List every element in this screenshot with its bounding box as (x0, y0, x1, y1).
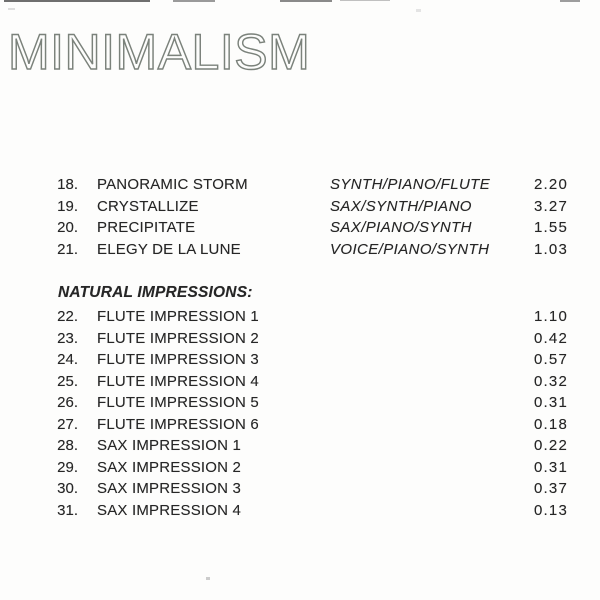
track-row (40, 371, 570, 393)
tracklist-section-1 (40, 174, 570, 260)
track-duration: 0.22 (534, 437, 568, 454)
track-number: 20. (57, 219, 78, 236)
track-instruments (330, 435, 510, 457)
track-row (40, 414, 570, 436)
track-title: FLUTE IMPRESSION 2 (97, 329, 259, 347)
track-row (40, 392, 570, 414)
track-row (40, 435, 570, 457)
scan-edge-artifact (280, 0, 332, 2)
track-title: FLUTE IMPRESSION 3 (97, 351, 259, 368)
section-heading: NATURAL IMPRESSIONS: (58, 284, 253, 301)
track-duration: 0.31 (534, 394, 568, 411)
album-title: MINIMALISM (8, 24, 311, 80)
track-number: 29. (57, 458, 78, 476)
track-instruments (330, 392, 510, 414)
track-title: SAX IMPRESSION 1 (97, 437, 242, 454)
track-number: 19. (57, 197, 78, 215)
track-number: 28. (57, 437, 78, 454)
track-duration: 1.55 (534, 219, 568, 236)
track-number: 27. (57, 415, 78, 433)
track-row (40, 500, 570, 522)
track-duration: 2.20 (534, 176, 568, 193)
track-row (40, 239, 570, 261)
scan-edge-artifact (4, 0, 150, 2)
track-number: 25. (57, 372, 78, 390)
track-number: 30. (57, 480, 78, 497)
track-duration: 0.13 (534, 501, 568, 519)
track-instruments (330, 328, 510, 350)
track-instruments (330, 457, 510, 479)
track-row (40, 457, 570, 479)
track-duration: 0.42 (534, 329, 568, 347)
track-instruments: SAX/SYNTH/PIANO (330, 197, 472, 215)
track-title: SAX IMPRESSION 2 (97, 458, 242, 476)
track-instruments (330, 478, 510, 500)
track-duration: 0.37 (534, 480, 568, 497)
track-duration: 1.03 (534, 240, 568, 258)
track-instruments (330, 500, 510, 522)
scan-speck (416, 9, 421, 12)
track-instruments: VOICE/PIANO/SYNTH (330, 240, 490, 258)
track-duration: 1.10 (534, 308, 568, 325)
track-number: 18. (57, 176, 78, 193)
track-row (40, 328, 570, 350)
track-instruments: SAX/PIANO/SYNTH (330, 219, 472, 236)
track-title: SAX IMPRESSION 3 (97, 480, 242, 497)
track-instruments (330, 306, 510, 328)
track-instruments: SYNTH/PIANO/FLUTE (330, 176, 491, 193)
track-row (40, 478, 570, 500)
track-title: SAX IMPRESSION 4 (97, 501, 242, 519)
track-instruments (330, 349, 510, 371)
scan-speck (8, 8, 15, 10)
scan-edge-artifact (560, 0, 580, 2)
track-title: ELEGY DE LA LUNE (97, 240, 241, 258)
track-title: FLUTE IMPRESSION 6 (97, 415, 259, 433)
track-duration: 0.57 (534, 351, 568, 368)
track-row (40, 174, 570, 196)
track-title: PANORAMIC STORM (97, 176, 248, 193)
track-title: CRYSTALLIZE (97, 197, 199, 215)
track-number: 22. (57, 308, 78, 325)
track-title: PRECIPITATE (97, 219, 196, 236)
track-duration: 0.18 (534, 415, 568, 433)
track-duration: 0.32 (534, 372, 568, 390)
track-row (40, 217, 570, 239)
track-number: 23. (57, 329, 78, 347)
track-row (40, 349, 570, 371)
track-duration: 0.31 (534, 458, 568, 476)
track-number: 24. (57, 351, 78, 368)
track-title: FLUTE IMPRESSION 4 (97, 372, 259, 390)
scan-edge-artifact (173, 0, 215, 2)
track-number: 21. (57, 240, 78, 258)
track-row (40, 196, 570, 218)
scan-edge-artifact (340, 0, 390, 1)
track-instruments (330, 414, 510, 436)
track-instruments (330, 371, 510, 393)
tracklist-section-2 (40, 306, 570, 521)
track-number: 31. (57, 501, 78, 519)
scan-speck (206, 577, 210, 580)
track-number: 26. (57, 394, 78, 411)
track-duration: 3.27 (534, 197, 568, 215)
track-title: FLUTE IMPRESSION 1 (97, 308, 259, 325)
track-title: FLUTE IMPRESSION 5 (97, 394, 259, 411)
track-row (40, 306, 570, 328)
